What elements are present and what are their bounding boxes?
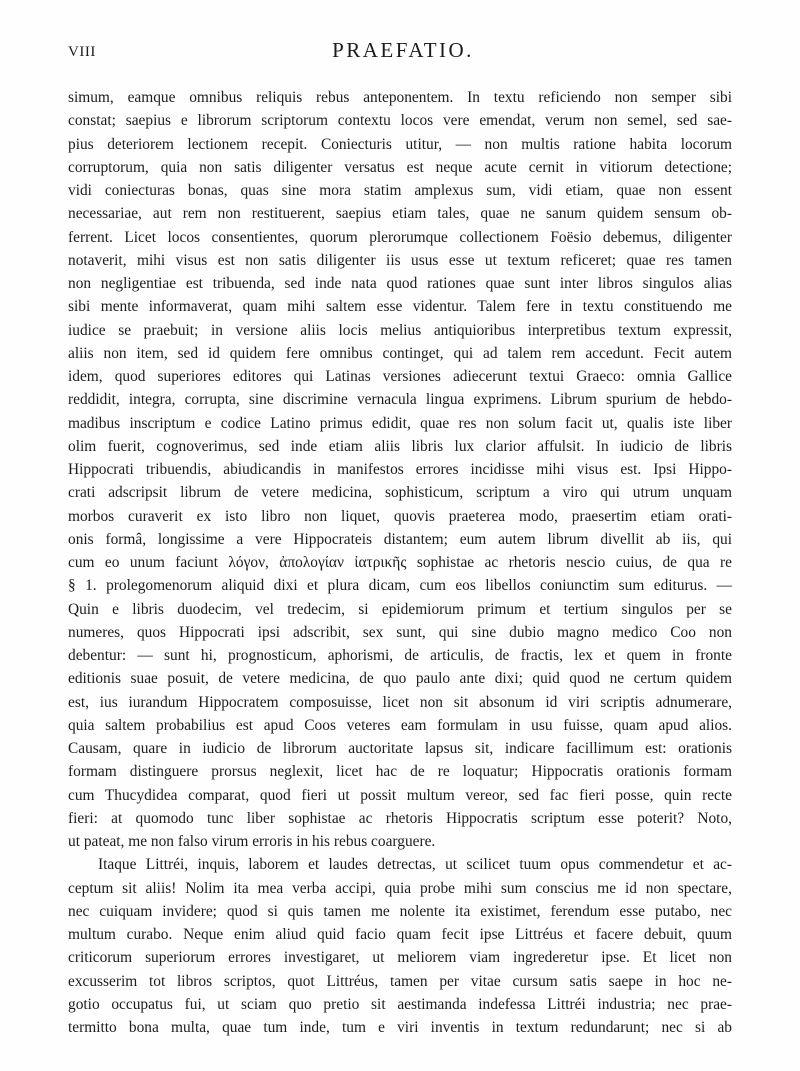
text-line: necessariae, aut rem non restituerent, saepius etiam tales, quae ne sanum quidem sensum ob-: [68, 205, 732, 223]
text-line: cum eo unum faciunt λόγον, ἀπολογίαν ἰατρικῆς sophistae ac rhetoris nescio cuius, de qua re: [68, 554, 732, 571]
text-line: vidi coniecturas bonas, quas sine mora statim amplexus sum, vidi etiam, quae non essent: [68, 182, 732, 199]
text-line: constat; saepius e librorum scriptorum contextu locos vere emendat, verum non semel, sed sae-: [68, 112, 732, 130]
text-line: ut pateat, me non falso virum erroris in his rebus coarguere.: [68, 833, 436, 850]
text-line: multum curabo. Neque enim aliud quid facio quam fecit ipse Littréus et facere debuit, quum: [68, 926, 732, 943]
text-line: iudice se praebuit; in versione aliis locis melius antiquioribus interpretibus textum expressit,: [68, 321, 732, 339]
text-line: Quin e libris duodecim, vel tredecim, si epidemiorum primum et tertium singulos per se: [68, 600, 732, 618]
text-line: debentur: — sunt hi, prognosticum, aphorismi, de articulis, de fractis, lex et quem in fronte: [68, 647, 732, 664]
text-line: excusserim tot libros scriptos, quot Littréus, tamen per vitae cursum satis saepe in hoc ne-: [68, 972, 732, 990]
text-line: simum, eamque omnibus reliquis rebus anteponentem. In textu reficiendo non semper sibi: [68, 89, 732, 106]
text-line: idem, quod superiores editores qui Latinas versiones adiecerunt textui Graeco: omnia Gallice: [68, 368, 732, 385]
text-line: reddidit, integra, corrupta, sine discrimine vernacula lingua exprimens. Librum spurium de hebdo-: [68, 391, 732, 409]
text-line: formam distinguere prorsus neglexit, licet hac de re loquatur; Hippocratis orationis formam: [68, 763, 732, 781]
text-line: Hippocrati tribuendis, abiudicandis in manifestos errores incidisse mihi visus est. Ipsi Hippo-: [68, 461, 732, 478]
text-line: olim fuerit, cognoverimus, sed inde etiam aliis libris lux clarior affulsit. In iudicio de libris: [68, 437, 732, 455]
text-line: quia saltem probabilius est apud Coos veteres eam formulam in usu fuisse, quam apud alios.: [68, 716, 732, 734]
text-line: onis formâ, longissime a vere Hippocrateis distantem; eum autem librum divellit ab iis, qui: [68, 530, 732, 548]
page-number: VIII: [68, 44, 96, 60]
text-line: nec cuiquam invidere; quod si quis tamen me nolente ita existimet, ferendum esse putabo, nec: [68, 902, 732, 920]
running-head: [68, 38, 738, 66]
text-line: ceptum sit aliis! Nolim ita mea verba accipi, quia probe mihi sum conscius me id non spectare,: [68, 879, 732, 897]
text-line: ferrent. Licet locos consentientes, quorum plerorumque collectionem Foësio debemus, diligenter: [68, 228, 732, 246]
text-line: madibus inscriptum e codice Latino primus edidit, quae res non solum facit ut, qualis iste liber: [68, 414, 732, 432]
text-line: Causam, quare in iudicio de librorum auctoritate lapsus sit, indicare facillimum est: orationis: [68, 740, 732, 757]
text-line: § 1. prolegomenorum aliquid dixi et plura dicam, cum eos libellos coniunctim sum editurus. —: [68, 577, 732, 595]
text-line: termitto bona multa, quae tum inde, tum e viri inventis in textum redundarunt; nec si ab: [68, 1019, 732, 1036]
text-line: aliis non item, sed id quidem fere omnibus continget, qui ad talem rem accedunt. Fecit autem: [68, 344, 732, 362]
text-line: editionis suae posuit, de vetere medicina, de quo paulo ante dixi; quid quod ne certum quidem: [68, 670, 732, 688]
text-line: crati adscripsit librum de vetere medicina, sophisticum, scriptum a viro qui utrum unquam: [68, 484, 732, 502]
text-line: morbos curaverit ex isto libro non liquet, quovis praeterea modo, praesertim etiam orati-: [68, 507, 732, 525]
body-text: [68, 86, 732, 1039]
text-line: Itaque Littréi, inquis, laborem et laudes detrectas, ut scilicet tuum opus commendetur et ac-: [98, 856, 732, 874]
text-line: sibi mente informaverat, quam mihi saltem esse videntur. Talem fere in textu constituendo me: [68, 298, 732, 316]
text-line: est, ius iurandum Hippocratem composuisse, licet non sit absonum id viri scriptis adnumerare,: [68, 693, 732, 711]
text-line: cum Thucydidea comparat, quod fieri ut possit multum vereor, sed fac fieri posse, quin recte: [68, 786, 732, 804]
text-line: fieri: at quomodo tunc liber sophistae ac rhetoris Hippocratis scriptum esse poterit? Noto,: [68, 809, 732, 827]
text-line: criticorum superiorum errores investigaret, ut meliorem viam ingrederetur ipse. Et licet non: [68, 949, 732, 967]
text-line: non negligentiae est tribuenda, sed inde nata quod rationes quae sunt inter libros singulos alias: [68, 275, 732, 292]
text-line: notaverit, mihi visus est non satis diligenter iis usus esse ut textum reficeret; quae res tamen: [68, 251, 732, 269]
running-title: PRAEFATIO.: [332, 38, 474, 62]
text-line: numeres, quos Hippocrati ipsi adscribit, sex sunt, qui sine dubio magno medico Coo non: [68, 623, 732, 641]
text-line: gotio occupatus fui, ut sciam quo pretio sit aestimanda indefessa Littréi industria; nec prae-: [68, 995, 732, 1013]
text-line: corruptorum, quia non satis diligenter versatus est neque acute cernit in vitiorum detectione;: [68, 158, 732, 176]
text-line: pius deteriorem lectionem recepit. Coniecturis utitur, — non multis ratione habita locorum: [68, 135, 732, 153]
